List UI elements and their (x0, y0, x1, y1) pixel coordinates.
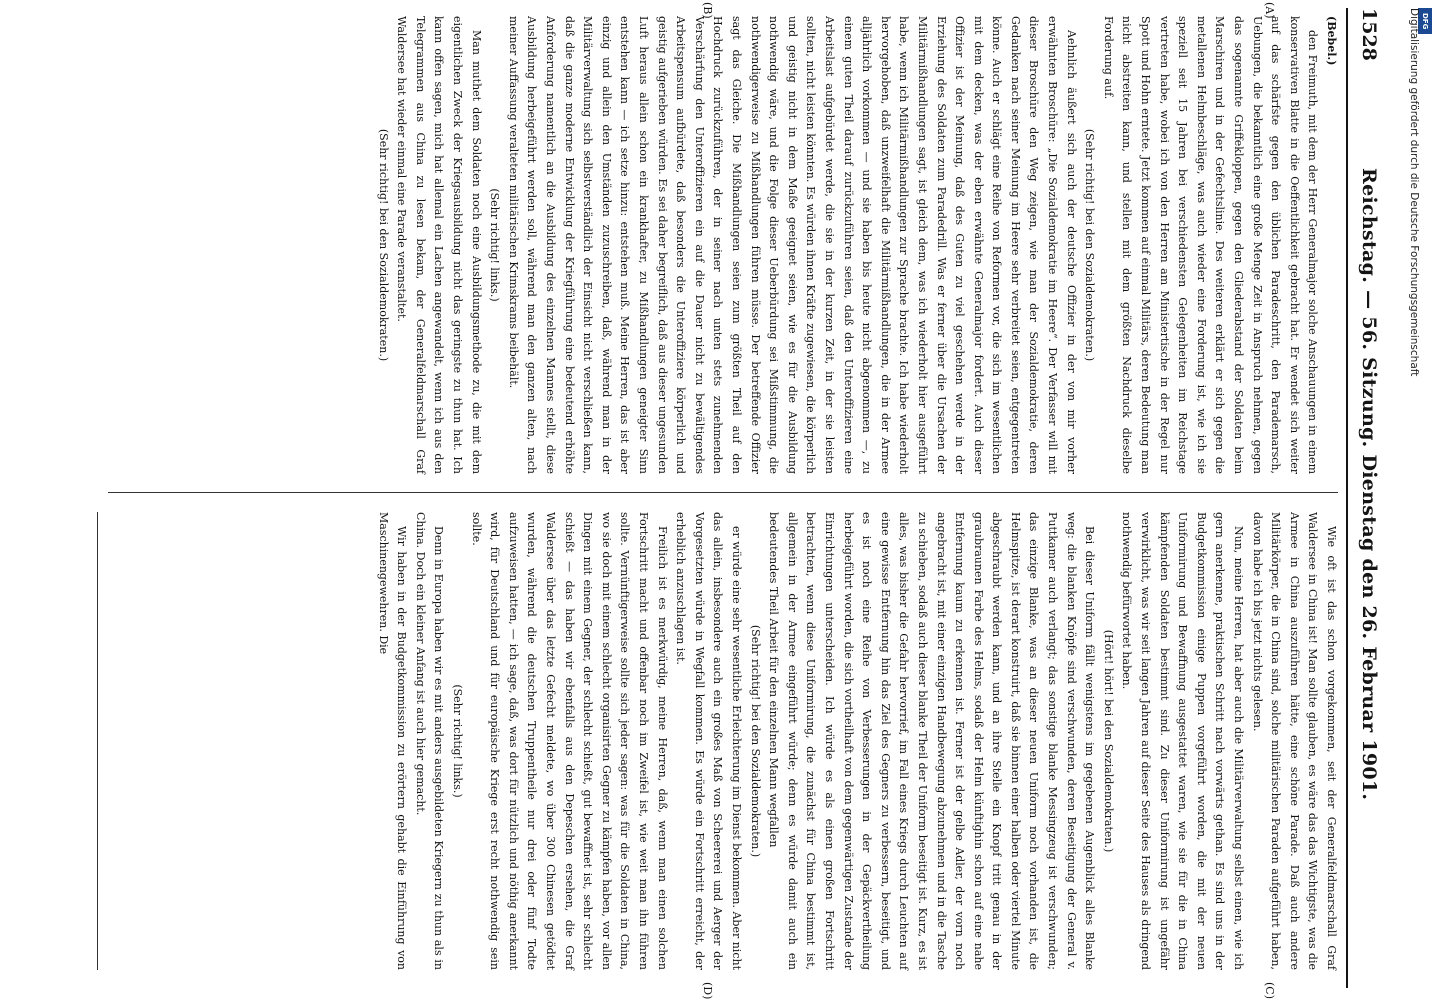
dfg-logo: DFG (1418, 8, 1432, 34)
paragraph: Man muthet dem Soldaten noch eine Ausbildungsmethode zu, die mit dem eigentlichen Zweck der Kriegsausbildung nicht das geringste zu thun hat. Ich kann offen sagen, mich hat allemal ein Lachen angewandelt, wenn ich aus den Telegrammen aus China zu lesen bekam, der Generalfeldmarschall Graf Waldersee hat wieder einmal eine Parade veranstaltet. (395, 16, 483, 474)
paragraph: er würde eine sehr wesentliche Erleichterung im Dienst bekommen. Aber nicht das allein, insbesondere auch ein großes Maß von Scheererei und Aerger der Vorgesetzten würde in Wegfall kommen. Es würde ein Fortschritt erreicht, der erheblich anzuschlagen ist. (674, 512, 743, 970)
page-title: Reichstag. — 56. Sitzung. Dienstag den 26. Februar 1901. (1358, 168, 1380, 801)
interjection: (Sehr richtig! links.) (451, 684, 465, 798)
rotated-print-page (20, 2, 1390, 1000)
right-column (100, 512, 1340, 1000)
interjection: (Sehr richtig! links.) (488, 188, 502, 302)
paragraph: Freilich ist es merkwürdig, meine Herren, daß, wenn man einen solchen Fortschritt macht und offenbar noch im Zweifel ist, wie weit man ihn führen sollte. Vernünftigerweise sollte sich jeder sagen: was für die Soldaten in China, wo sie doch mit einem schlecht organisirten Gegner zu kämpfen haben, vor allen Dingen mit einem Gegner, der schlecht schießt, gut bewaffnet ist, sehr schlecht schießt — das haben wir ebenfalls aus den Depeschen ersehen, die Graf Waldersee über das letzte Gefecht meldete, wo über 300 Chinesen getödtet wurden, während die deutschen Truppentheile nur drei oder fünf Todte aufzuweisen hatten, — ich sage, daß, was dort für nützlich und nöthig anerkannt wird, für Deutschland und für europäische Kriege erst recht nothwendig sein sollte. (469, 512, 669, 970)
interjection: (Sehr richtig! bei den Sozialdemokraten.) (376, 128, 390, 362)
margin-mark-c: (C) (1263, 982, 1276, 999)
column-end-rule (97, 512, 98, 970)
paragraph: den Freimuth, mit dem der Herr Generalmajor solche Anschauungen in einem konservativen Blatte in die Oeffentlichkeit gebracht hat. Er wendet sich weiter auf das schärfste gegen den üblichen Paradeschritt, den Parademarsch, Uebungen, die bekanntlich eine große Menge Zeit in Anspruch nehmen, gegen das sogenannte Griffekloppen, gegen den Gliederabstand der Soldaten beim Marschiren und in der Gefechtslinie. Des weiteren erklärt er sich gegen die metallenen Helmbeschläge, was auch wieder eine Forderung ist, wie ich sie speziell seit 15 Jahren bei verschiedensten Gelegenheiten im Reichstage vertreten habe, wobei ich von den Herren am Ministertische in der Regel nur Spott und Hohn erntete. Jetzt kommen auf einmal Militärs, deren Bedeutung man nicht abstreiten kann, und stellen mit dem größten Nachdruck dieselbe Forderung auf. (1101, 16, 1320, 474)
paragraph: Aehnlich äußert sich auch der deutsche Offizier in der von mir vorher erwähnten Broschüre: „Die Sozialdemokratie im Heere“. Der Verfasser will mit dieser Broschüre den Weg zeigen, wie man der Sozialdemokratie, deren Gedanken nach seiner Meinung im Heere sehr verbreitet seien, entgegentreten könne. Auch er schlägt eine Reihe von Reformen vor, die sich im wesentlichen mit dem decken, was der eben erwähnte Generalmajor fordert. Auch dieser Offizier ist der Meinung, daß des Guten zu viel geschehen werde in der Erziehung des Soldaten zum Paradedrill. Was er ferner über die Ursachen der Militärmißhandlungen sagt, ist gleich dem, was ich wiederholt hier ausgeführt habe, wenn ich Militärmißhandlungen zur Sprache brachte. Ich habe wiederholt hervorgehoben, daß unzweifelhaft die Militärmißhandlungen, die in der Armee alljährlich vorkommen — und sie haben bis heute nicht abgenommen —, zu einem guten Theil darauf zurückzuführen seien, daß den Unteroffizieren eine Arbeitslast aufgebürdet werde, die sie in der kurzen Zeit, in der sie leisten sollten, nicht leisten könnten. Es würden ihnen Kräfte zugewiesen, die körperlich und geistig nicht in dem Maße geeignet seien, wie es für die Ausbildung nothwendig wäre, und die Folge dieser Ueberbürdung sei Mißstimmung, die nothwendigerweise zu Mißhandlungen führen müsse. Der betreffende Offizier sagt das Gleiche. Die Mißhandlungen seien zum größten Theil auf den Hochdruck zurückzuführen, der in seiner nach unten stets zunehmenden Verschärfung den Unteroffizieren ein auf die Dauer nicht zu bewältigendes Arbeitspensum aufbürdete, daß besonders die Unteroffiziere körperlich und geistig aufgerieben würden. Es sei daher begreiflich, daß aus dieser ungesunden Luft heraus allein schon ein krankhafter, zu Mißhandlungen geneigter Sinn entstehen kann — ich setze hinzu: entstehen muß. Meine Herren, das ist aber einzig und allein den Umständen zuzuschreiben, daß, während man in der Militärverwaltung sich selbstverständlich der Einsicht nicht verschließen kann, daß die ganze moderne Entwicklung der Kriegführung eine bedeutend erhöhte Anforderung namentlich an die Ausbildung des einzelnen Mannes stellt, diese Ausbildung herbeigeführt werden soll, während man den ganzen alten, nach meiner Auffassung veralteten militärischen Krimskrams beibehält. (506, 16, 1078, 474)
interjection: (Sehr richtig! bei den Sozialdemokraten.) (748, 624, 762, 858)
paragraph: Wir haben in der Budgetkommission zu erörtern gehabt die Einführung von Maschinengewehren. Die (376, 512, 409, 970)
paragraph: Nun, meine Herren, hat aber auch die Militärverwaltung selbst einen, wie ich gern anerkenne, praktischen Schritt nach vorwärts gethan. Es sind uns in der Budgetkommission einige Puppen vorgeführt worden, die mit der neuen Uniformirung und Bewaffnung ausgestattet waren, wie sie für die in China kämpfenden Soldaten bestimmt sind. Zu dieser Uniformirung ist ungefähr verwirklicht, was wir seit langen Jahren auf dieser Seite des Hauses als dringend nothwendig befürwortet haben. (1120, 512, 1246, 970)
paragraph: Denn in Europa haben wir es mit anders ausgebildeten Kriegern zu thun als in China. Doch ein kleiner Anfang ist auch hier gemacht. (413, 512, 446, 970)
paragraph: Wie oft ist das schon vorgekommen, seit der Generalfeldmarschall Graf Waldersee in China ist! Man sollte glauben, es wäre das das Wichtigste, was die Armee in China auszuführen hätte, eine schöne Parade. Daß auch andere Militärkörper, die in China sind, solche militärischen Paraden aufgeführt haben, davon habe ich bis jetzt nichts gelesen. (1250, 512, 1338, 970)
digitization-credit: Digitalisierung gefördert durch die Deutsche Forschungsgemeinschaft (1408, 8, 1420, 377)
interjection: (Hört! hört! bei den Sozialdemokraten.) (1101, 629, 1115, 853)
header-rule (1346, 8, 1348, 988)
page-number: 1528 (1358, 8, 1380, 61)
margin-mark-d: (D) (701, 982, 714, 1000)
margin-mark-a: (A) (1263, 2, 1276, 19)
left-column (100, 2, 1340, 474)
paragraph: Bei dieser Uniform fällt wenigstens im gegebenen Augenblick alles Blanke weg: die blanken Knöpfe sind verschwunden, deren Beseitigung der General v. Puttkamer auch verlangt; das sonstige blanke Messingzeug ist verschwunden; das einzige Blanke, was an dieser neuen Uniform noch vorhanden ist, die Helmspitze, ist derart konstruirt, daß sie binnen einer halben oder viertel Minute abgeschraubt werden kann, und an ihre Stelle ein Knopf tritt genau in der graubraunen Farbe des Helms, sodaß der Helm künftighin schon auf eine nahe Entfernung kaum zu erkennen ist. Ferner ist der gelbe Adler, der vorn noch angebracht ist, mit einer einzigen Handbewegung abzunehmen und in die Tasche zu schieben, sodaß auch dieser blanke Theil der Uniform beseitigt ist. Kurz, es ist alles, was bisher die Gefahr hervorrief, im Fall eines Kriegs durch Leuchten auf eine gewisse Entfernung hin das Ziel des Gegners zu verbessern, beseitigt, und es ist noch eine Reihe von Verbesserungen in der Gepäckvertheilung herbeigeführt worden, die sich vortheilhaft von dem gegenwärtigen Zustande der Einrichtungen unterscheiden. Ich würde es als einen großen Fortschritt betrachten, wenn diese Uniformirung, die zunächst für China bestimmt ist, allgemein in der Armee eingeführt würde; denn es würde damit auch ein bedeutendes Theil Arbeit für den einzelnen Mann wegfallen (767, 512, 1097, 970)
speaker-name: (Bebel.) (1325, 16, 1338, 66)
interjection: (Sehr richtig! bei den Sozialdemokraten.) (1083, 128, 1097, 362)
page-header (1352, 8, 1380, 988)
column-divider (108, 492, 1338, 493)
margin-mark-b: (B) (701, 2, 714, 19)
